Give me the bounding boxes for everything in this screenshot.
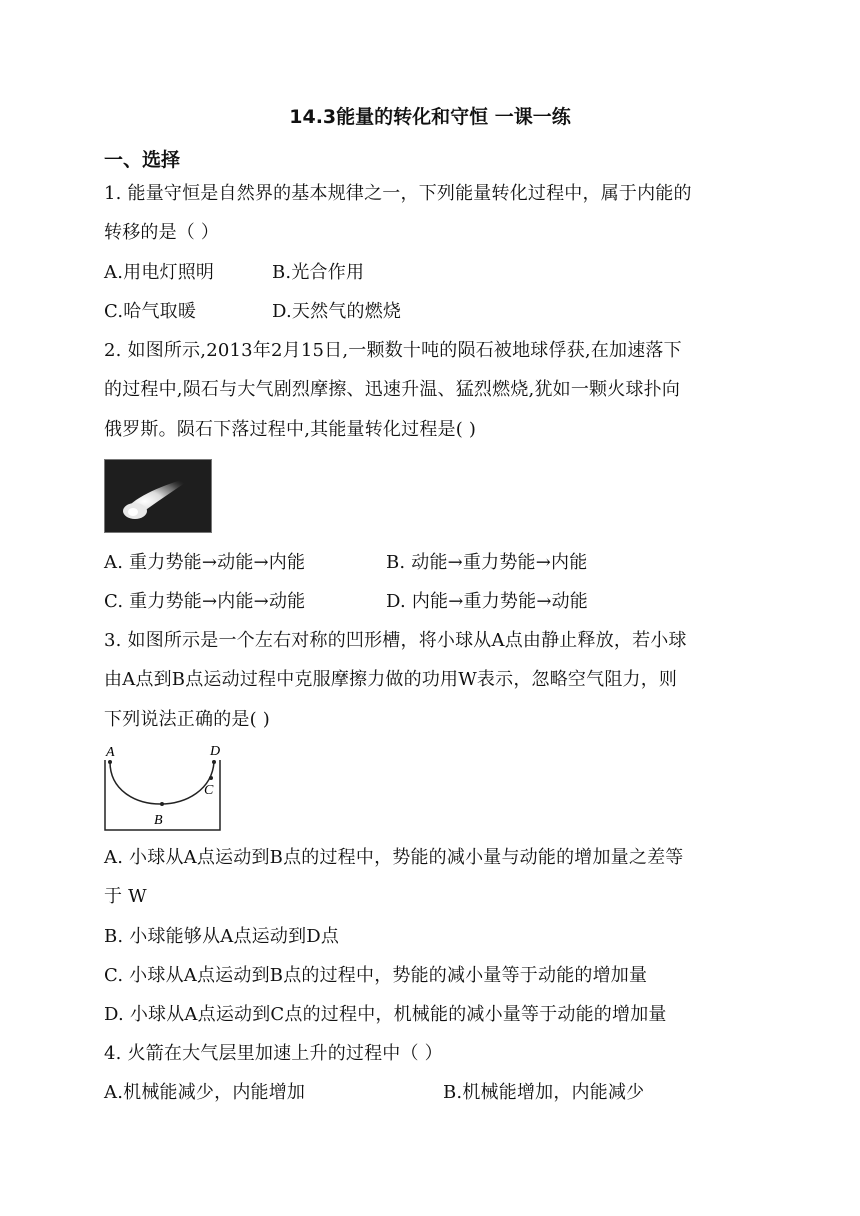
q2-option-c: C. 重力势能→内能→动能 xyxy=(104,591,306,612)
worksheet-title: 14.3能量的转化和守恒 一课一练 xyxy=(289,106,571,128)
meteor-photo xyxy=(104,459,212,533)
point-b-marker xyxy=(160,802,164,806)
section-heading: 一、选择 xyxy=(104,149,181,171)
q3-option-a-line2: 于 W xyxy=(104,886,147,907)
groove-diagram xyxy=(100,740,228,834)
point-d-marker xyxy=(212,760,216,764)
q3-stem-line3: 下列说法正确的是( ) xyxy=(104,709,270,730)
q1-option-a: A.用电灯照明 xyxy=(104,262,215,283)
label-c: C xyxy=(204,783,214,798)
q2-option-a: A. 重力势能→动能→内能 xyxy=(104,552,306,573)
label-d: D xyxy=(210,744,221,759)
q2-stem-line1: 2. 如图所示,2013年2月15日,一颗数十吨的陨石被地球俘获,在加速落下 xyxy=(104,340,682,361)
q2-stem-line2: 的过程中,陨石与大气剧烈摩擦、迅速升温、猛烈燃烧,犹如一颗火球扑向 xyxy=(104,379,681,400)
q1-stem-line2: 转移的是（ ） xyxy=(104,222,220,243)
q1-option-d: D.天然气的燃烧 xyxy=(272,301,402,322)
label-b: B xyxy=(154,813,163,828)
q2-option-b: B. 动能→重力势能→内能 xyxy=(386,552,588,573)
q3-stem-line1: 3. 如图所示是一个左右对称的凹形槽，将小球从A点由静止释放，若小球 xyxy=(104,630,687,651)
groove-curve xyxy=(110,762,214,804)
q1-stem-line1: 1. 能量守恒是自然界的基本规律之一，下列能量转化过程中，属于内能的 xyxy=(104,183,692,204)
point-a-marker xyxy=(108,760,112,764)
q3-option-c: C. 小球从A点运动到B点的过程中，势能的减小量等于动能的增加量 xyxy=(104,965,648,986)
q4-stem-line1: 4. 火箭在大气层里加速上升的过程中（ ） xyxy=(104,1043,443,1064)
q1-option-c: C.哈气取暖 xyxy=(104,301,197,322)
label-a: A xyxy=(106,745,115,760)
q3-option-a-line1: A. 小球从A点运动到B点的过程中，势能的减小量与动能的增加量之差等 xyxy=(104,847,684,868)
q4-option-b: B.机械能增加，内能减少 xyxy=(443,1082,645,1103)
q1-option-b: B.光合作用 xyxy=(272,262,365,283)
q3-option-b: B. 小球能够从A点运动到D点 xyxy=(104,926,340,947)
q4-option-a: A.机械能减少，内能增加 xyxy=(104,1082,306,1103)
q3-option-d: D. 小球从A点运动到C点的过程中，机械能的减小量等于动能的增加量 xyxy=(104,1004,667,1025)
q3-stem-line2: 由A点到B点运动过程中克服摩擦力做的功用W表示，忽略空气阻力，则 xyxy=(104,669,678,690)
q2-option-d: D. 内能→重力势能→动能 xyxy=(386,591,588,612)
q2-stem-line3: 俄罗斯。陨石下落过程中,其能量转化过程是( ) xyxy=(104,419,477,440)
meteor-image xyxy=(105,460,211,532)
point-c-marker xyxy=(209,776,213,780)
